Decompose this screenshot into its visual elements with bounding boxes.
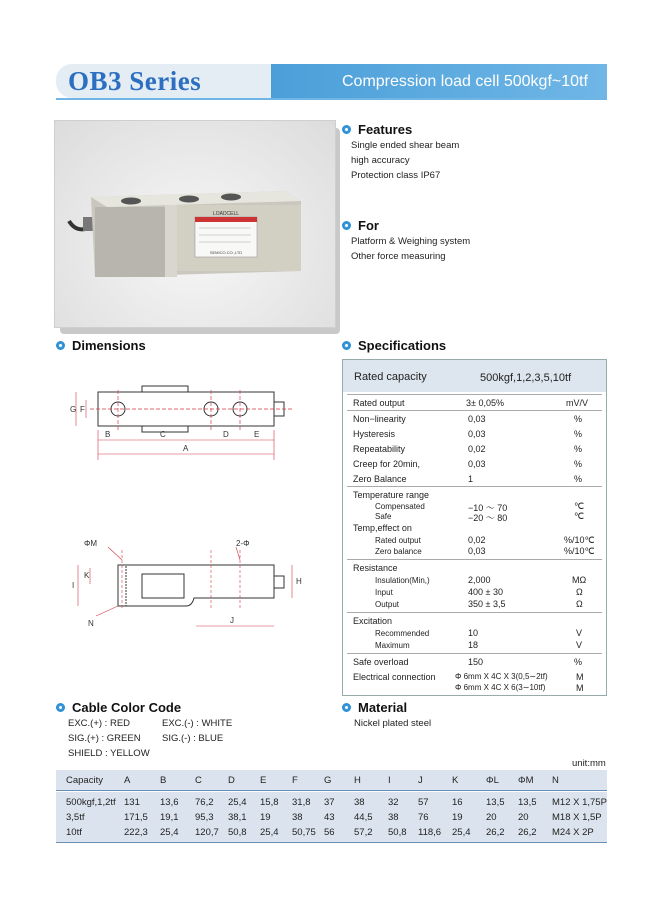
temp-effect-zb-unit: %/10℃: [564, 546, 595, 556]
spec-label: Zero Balance: [353, 474, 407, 484]
table-cell: 222,3: [124, 827, 148, 838]
output-resistance-label: Output: [375, 600, 400, 609]
table-cell: 118,6: [418, 827, 442, 838]
divider: [347, 559, 602, 560]
safe-overload-unit: %: [574, 657, 583, 667]
table-cell: 76,2: [195, 797, 214, 808]
dim-label-c: C: [160, 430, 166, 439]
list-item: Single ended shear beam: [351, 140, 460, 151]
bullet-icon: [342, 125, 351, 134]
table-cell: 50,8: [388, 827, 407, 838]
list-item: SHIELD : YELLOW: [68, 748, 150, 759]
dim-label-a: A: [183, 444, 189, 453]
table-header-cell: D: [228, 775, 235, 786]
dim-label-k: K: [84, 571, 90, 580]
spec-label: Non−linearity: [353, 414, 406, 424]
list-item: Platform & Weighing system: [351, 236, 471, 247]
spec-value: 3± 0,05%: [466, 398, 504, 408]
table-cell: 13,6: [160, 797, 179, 808]
spec-unit: %: [574, 429, 583, 439]
table-cell: 76: [418, 812, 429, 823]
table-cell: 171,5: [124, 812, 148, 823]
table-cell: 16: [452, 797, 463, 808]
photo-brand-label: LOADCELL: [212, 211, 240, 217]
table-cell: 19,1: [160, 812, 179, 823]
temp-effect-ro-label: Rated output: [375, 536, 421, 545]
bullet-icon: [342, 703, 351, 712]
dim-label-b: B: [105, 430, 111, 439]
table-cell: 131: [124, 797, 140, 808]
table-cell: 57: [418, 797, 429, 808]
cable-color-left: [68, 716, 150, 761]
dimensions-heading: Dimensions: [56, 338, 146, 353]
table-header-cell: N: [552, 775, 559, 786]
spec-value: 1: [468, 474, 474, 484]
table-cell: 38: [292, 812, 303, 823]
temp-effect-zb-value: 0,03: [468, 546, 486, 556]
temp-compensated-label: Compensated: [375, 502, 425, 511]
material-heading: Material: [342, 700, 407, 715]
table-cell: 50,75: [292, 827, 316, 838]
table-header-cell: J: [418, 775, 423, 786]
table-header-cell: I: [388, 775, 391, 786]
photo-maker-label: SEMICO.CO.,LTD: [209, 250, 243, 255]
table-header-cell: H: [354, 775, 361, 786]
table-cell: 20: [486, 812, 497, 823]
insulation-value: 2,000: [468, 575, 491, 585]
temp-effect-ro-value: 0,02: [468, 535, 486, 545]
table-cell: 38: [354, 797, 365, 808]
dim-label-j: J: [230, 616, 234, 625]
table-cell: 25,4: [452, 827, 471, 838]
spec-unit: %: [574, 414, 583, 424]
output-resistance-unit: Ω: [576, 599, 583, 609]
spec-value: 0,03: [468, 414, 486, 424]
table-header-cell: C: [195, 775, 202, 786]
list-item: Protection class IP67: [351, 170, 441, 181]
table-cell: 19: [452, 812, 463, 823]
dim-label-n: N: [88, 619, 94, 628]
temp-effect-ro-unit: %/10℃: [564, 535, 595, 545]
list-item: SIG.(-) : BLUE: [162, 733, 224, 744]
series-title: OB3 Series: [68, 66, 202, 96]
cable-color-right: [162, 716, 232, 746]
dim-label-i: I: [72, 581, 75, 590]
dim-label-d: D: [223, 430, 229, 439]
temp-effect-zb-label: Zero balance: [375, 547, 422, 556]
spec-label: Creep for 20min,: [353, 459, 421, 469]
table-header-cell: ΦL: [486, 775, 499, 786]
divider: [347, 612, 602, 613]
dim-label-h: H: [296, 577, 302, 586]
resistance-label: Resistance: [353, 563, 398, 573]
input-resistance-unit: Ω: [576, 587, 583, 597]
features-list: [351, 138, 459, 183]
table-cell: 43: [324, 812, 335, 823]
table-cell: 19: [260, 812, 271, 823]
header-divider: [56, 98, 607, 100]
table-cell: 10tf: [66, 827, 82, 838]
table-header-cell: F: [292, 775, 298, 786]
table-cell: 500kgf,1,2tf: [66, 797, 116, 808]
electrical-connection-value-1: Φ 6mm X 4C X 3(0,5∼2tf): [455, 672, 548, 681]
bullet-icon: [56, 703, 65, 712]
load-cell-illustration: [55, 121, 335, 327]
spec-unit: %: [574, 444, 583, 454]
divider: [56, 842, 607, 843]
temp-range-label: Temperature range: [353, 490, 430, 500]
excitation-label: Excitation: [353, 616, 393, 626]
temp-effect-label: Temp,effect on: [353, 523, 412, 533]
safe-overload-value: 150: [468, 657, 484, 667]
list-item: high accuracy: [351, 155, 410, 166]
temp-compensated-unit: ℃: [574, 501, 585, 511]
output-resistance-value: 350 ± 3,5: [468, 599, 506, 609]
electrical-connection-value-2: Φ 6mm X 4C X 6(3∼10tf): [455, 683, 546, 692]
spec-label: Hysteresis: [353, 429, 396, 439]
safe-overload-label: Safe overload: [353, 657, 409, 667]
for-heading: For: [342, 218, 379, 233]
temp-safe-value: −20 ～ 80: [468, 513, 508, 523]
spec-unit: %: [574, 474, 583, 484]
for-list: [351, 234, 470, 264]
electrical-connection-label: Electrical connection: [353, 672, 436, 682]
dim-label-m: ΦM: [84, 539, 98, 548]
divider: [347, 394, 602, 395]
table-cell: 25,4: [160, 827, 179, 838]
temp-safe-unit: ℃: [574, 511, 585, 521]
table-header-cell: G: [324, 775, 332, 786]
product-photo: [54, 120, 336, 328]
table-header-cell: A: [124, 775, 131, 786]
insulation-unit: MΩ: [572, 575, 587, 585]
bullet-icon: [342, 341, 351, 350]
list-item: EXC.(-) : WHITE: [162, 718, 233, 729]
table-cell: 3,5tf: [66, 812, 85, 823]
input-resistance-value: 400 ± 30: [468, 587, 503, 597]
table-cell: 26,2: [486, 827, 505, 838]
spec-value: 0,02: [468, 444, 486, 454]
table-cell: 38: [388, 812, 399, 823]
table-cell: 26,2: [518, 827, 537, 838]
table-header-cell: E: [260, 775, 267, 786]
table-cell: 95,3: [195, 812, 214, 823]
dimension-drawing: [56, 370, 316, 640]
table-cell: 13,5: [518, 797, 537, 808]
bullet-icon: [342, 221, 351, 230]
excitation-recommended-value: 10: [468, 628, 479, 638]
product-subtitle: Compression load cell 500kgf~10tf: [342, 73, 588, 90]
divider: [347, 653, 602, 654]
spec-label: Repeatability: [353, 444, 406, 454]
table-header-cell: B: [160, 775, 167, 786]
table-header-cell: K: [452, 775, 459, 786]
cable-color-heading: Cable Color Code: [56, 700, 181, 715]
bullet-icon: [56, 341, 65, 350]
excitation-recommended-label: Recommended: [375, 629, 430, 638]
table-cell: 25,4: [228, 797, 247, 808]
rated-capacity-label: Rated capacity: [354, 371, 427, 383]
table-cell: 50,8: [228, 827, 247, 838]
table-cell: 25,4: [260, 827, 279, 838]
table-cell: 37: [324, 797, 335, 808]
excitation-maximum-value: 18: [468, 640, 479, 650]
temp-safe-label: Safe: [375, 512, 392, 521]
table-cell: 44,5: [354, 812, 373, 823]
table-header-cell: ΦM: [518, 775, 534, 786]
divider: [347, 410, 602, 411]
table-header-cell: Capacity: [66, 775, 103, 786]
insulation-label: Insulation(Min,): [375, 576, 430, 585]
spec-unit: mV/V: [566, 398, 589, 408]
table-cell: 20: [518, 812, 529, 823]
table-cell: M18 X 1,5P: [552, 812, 602, 823]
excitation-maximum-unit: V: [576, 640, 583, 650]
temp-compensated-value: −10 ～ 70: [468, 503, 508, 513]
table-cell: M12 X 1,75P: [552, 797, 607, 808]
spec-value: 0,03: [468, 429, 486, 439]
input-resistance-label: Input: [375, 588, 393, 597]
spec-unit: %: [574, 459, 583, 469]
table-cell: 56: [324, 827, 335, 838]
table-cell: 31,8: [292, 797, 311, 808]
features-heading: Features: [342, 122, 412, 137]
spec-value: 0,03: [468, 459, 486, 469]
dim-label-hole: 2-Φ: [236, 539, 250, 548]
excitation-recommended-unit: V: [576, 628, 583, 638]
electrical-connection-unit-1: M: [576, 672, 584, 682]
divider: [56, 790, 607, 791]
table-cell: 13,5: [486, 797, 505, 808]
list-item: Other force measuring: [351, 251, 446, 262]
table-cell: 32: [388, 797, 399, 808]
dim-label-e: E: [254, 430, 260, 439]
divider: [347, 486, 602, 487]
specifications-heading: Specifications: [342, 338, 446, 353]
dim-label-g: G: [70, 405, 77, 414]
table-cell: 120,7: [195, 827, 219, 838]
material-value: Nickel plated steel: [354, 718, 432, 729]
excitation-maximum-label: Maximum: [375, 641, 410, 650]
dim-label-f: F: [80, 405, 85, 414]
list-item: EXC.(+) : RED: [68, 718, 131, 729]
spec-label: Rated output: [353, 398, 405, 408]
table-cell: M24 X 2P: [552, 827, 594, 838]
table-cell: 15,8: [260, 797, 279, 808]
electrical-connection-unit-2: M: [576, 683, 584, 693]
list-item: SIG.(+) : GREEN: [68, 733, 141, 744]
unit-label: unit:mm: [572, 758, 606, 769]
table-cell: 57,2: [354, 827, 373, 838]
rated-capacity-value: 500kgf,1,2,3,5,10tf: [480, 372, 572, 384]
table-cell: 38,1: [228, 812, 247, 823]
